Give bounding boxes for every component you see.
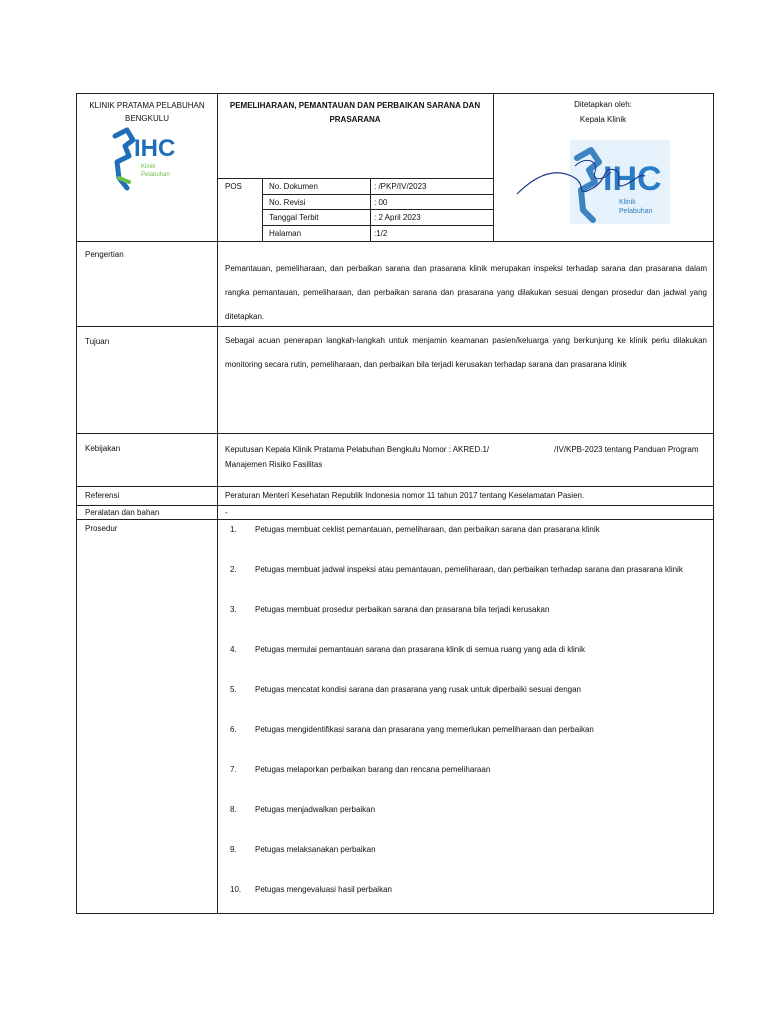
svg-text:Klinik: Klinik [619, 199, 636, 206]
row-rule-peralatan [77, 519, 713, 520]
svg-text:IHC: IHC [603, 160, 662, 198]
svg-text:Pelabuhan: Pelabuhan [141, 172, 170, 178]
sop-document [76, 93, 714, 914]
header-bottom-rule [77, 241, 713, 242]
step-text: Petugas membuat jadwal inspeksi atau pemantauan, pemeliharaan, dan perbaikan terhadap sarana dan prasarana klinik [255, 565, 683, 574]
step-number: 9. [230, 845, 237, 854]
svg-text:Pelabuhan: Pelabuhan [619, 208, 653, 215]
text-referensi: Peraturan Menteri Kesehatan Republik Indonesia nomor 11 tahun 2017 tentang Keselamatan Pasien. [225, 491, 585, 500]
label-column-divider [217, 94, 218, 913]
approved-by-label: Ditetapkan oleh: [574, 100, 632, 109]
logo-ihc-text: IHC [134, 135, 176, 162]
label-referensi: Referensi [85, 491, 120, 500]
meta-value-norevisi: : 00 [374, 198, 388, 207]
step-text: Petugas membuat prosedur perbaikan sarana dan prasarana bila terjadi kerusakan [255, 605, 550, 614]
meta-value-halaman: :1/2 [374, 229, 388, 238]
meta-label-halaman: Halaman [269, 229, 302, 238]
row-rule-kebijakan [77, 486, 713, 487]
clinic-name: KLINIK PRATAMA PELABUHAN [89, 101, 205, 110]
row-rule-tujuan [77, 433, 713, 434]
text-peralatan: - [225, 508, 228, 517]
clinic-city: BENGKULU [124, 114, 169, 123]
meta-label-norevisi: No. Revisi [269, 198, 306, 207]
step-text: Petugas melaksanakan perbaikan [255, 845, 376, 854]
step-text: Petugas melaporkan perbaikan barang dan rencana pemeliharaan [255, 765, 491, 774]
meta-label-nodokumen: No. Dokumen [269, 182, 318, 191]
clinic-logo [107, 122, 177, 194]
doc-type-label: POS [225, 182, 242, 191]
label-kebijakan: Kebijakan [85, 444, 121, 453]
meta-rule-3 [262, 225, 493, 226]
step-number: 3. [230, 605, 237, 614]
approved-by-role: Kepala Klinik [579, 115, 627, 124]
step-text: Petugas mengidentifikasi sarana dan prasarana yang memerlukan pemeliharaan dan perbaikan [255, 725, 594, 734]
signature-stamp [515, 136, 675, 230]
step-number: 8. [230, 805, 237, 814]
row-rule-referensi [77, 505, 713, 506]
step-number: 4. [230, 645, 237, 654]
label-pengertian: Pengertian [85, 250, 124, 259]
text-kebijakan-part1: Keputusan Kepala Klinik Pratama Pelabuhan Bengkulu Nomor : AKRED.1/ [225, 445, 490, 454]
meta-label-tanggal: Tanggal Terbit [269, 213, 319, 222]
step-text: Petugas memulai pemantauan sarana dan prasarana klinik di semua ruang yang ada di klinik [255, 645, 585, 654]
label-tujuan: Tujuan [85, 337, 110, 346]
step-number: 7. [230, 765, 237, 774]
text-kebijakan-part2: /IV/KPB-2023 tentang Panduan Program [554, 445, 699, 454]
label-peralatan: Peralatan dan bahan [85, 508, 160, 517]
step-text: Petugas menjadwalkan perbaikan [255, 805, 376, 814]
step-number: 6. [230, 725, 237, 734]
meta-rule-1 [262, 194, 493, 195]
document-title-line1: PEMELIHARAAN, PEMANTAUAN DAN PERBAIKAN SARANA DAN [229, 101, 481, 110]
step-text: Petugas membuat ceklist pemantauan, pemeliharaan, dan perbaikan sarana dan prasarana klinik [255, 525, 600, 534]
step-number: 1. [230, 525, 237, 534]
step-number: 2. [230, 565, 237, 574]
text-tujuan: Sebagai acuan penerapan langkah-langkah untuk menjamin keamanan pasien/keluarga yang berkunjung ke klinik perlu dilakukan monitoring secara rutin, pemeliharaan, dan perbaikan bila terjadi kerusakan terhadap sarana dan prasarana klinik [225, 336, 707, 369]
title-bottom-rule [217, 178, 493, 179]
text-pengertian: Pemantauan, pemeliharaan, dan perbaikan sarana dan prasarana klinik merupakan inspeksi terhadap sarana dan prasarana dalam rangka pemantauan, pemeliharaan, dan perbaikan sarana dan prasarana yang dilakukan sesuai dengan prosedur dan jadwal yang ditetapkan. [225, 264, 707, 321]
meta-value-tanggal: : 2 April 2023 [374, 213, 421, 222]
text-kebijakan-line2: Manajemen Risiko Fasilitas [225, 460, 323, 469]
document-title-line2: PRASARANA [329, 115, 381, 124]
svg-text:Klinik: Klinik [141, 164, 156, 170]
meta-value-nodokumen: : /PKP/IV/2023 [374, 182, 427, 191]
step-text: Petugas mengevaluasi hasil perbaikan [255, 885, 392, 894]
label-prosedur: Prosedur [85, 524, 118, 533]
step-number: 10. [230, 885, 242, 894]
step-number: 5. [230, 685, 237, 694]
step-text: Petugas mencatat kondisi sarana dan prasarana yang rusak untuk diperbaiki sesuai dengan [255, 685, 581, 694]
meta-rule-2 [262, 209, 493, 210]
